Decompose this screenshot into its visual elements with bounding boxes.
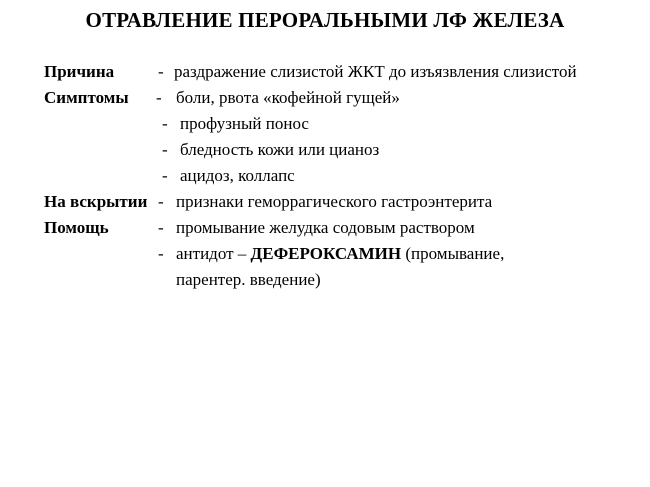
antidote-drug: ДЕФЕРОКСАМИН [250, 244, 402, 263]
label-help: Помощь [44, 218, 109, 237]
dash: - [156, 88, 162, 107]
label-autopsy: На вскрытии [44, 192, 148, 211]
dash: - [158, 244, 164, 263]
symptom-text: профузный понос [180, 114, 309, 133]
dash: - [162, 114, 168, 133]
antidote-continuation: парентер. введение) [176, 270, 321, 289]
help-text: промывание желудка содовым раствором [176, 218, 475, 237]
slide-title: ОТРАВЛЕНИЕ ПЕРОРАЛЬНЫМИ ЛФ ЖЕЛЕЗА [85, 8, 565, 32]
dash: - [158, 62, 164, 81]
cause-text: раздражение слизистой ЖКТ до изъязвления слизистой [174, 62, 577, 81]
antidote-line [176, 244, 504, 264]
dash: - [158, 218, 164, 237]
label-symptoms: Симптомы [44, 88, 129, 107]
dash: - [158, 192, 164, 211]
autopsy-text: признаки геморрагического гастроэнтерита [176, 192, 493, 211]
symptom-text: ацидоз, коллапс [180, 166, 295, 185]
label-cause: Причина [44, 62, 115, 81]
dash: - [162, 166, 168, 185]
symptom-text: боли, рвота «кофейной гущей» [176, 88, 400, 107]
dash: - [162, 140, 168, 159]
antidote-prefix: антидот – [176, 244, 251, 263]
symptom-text: бледность кожи или цианоз [180, 140, 380, 159]
antidote-suffix: (промывание, [401, 244, 505, 263]
